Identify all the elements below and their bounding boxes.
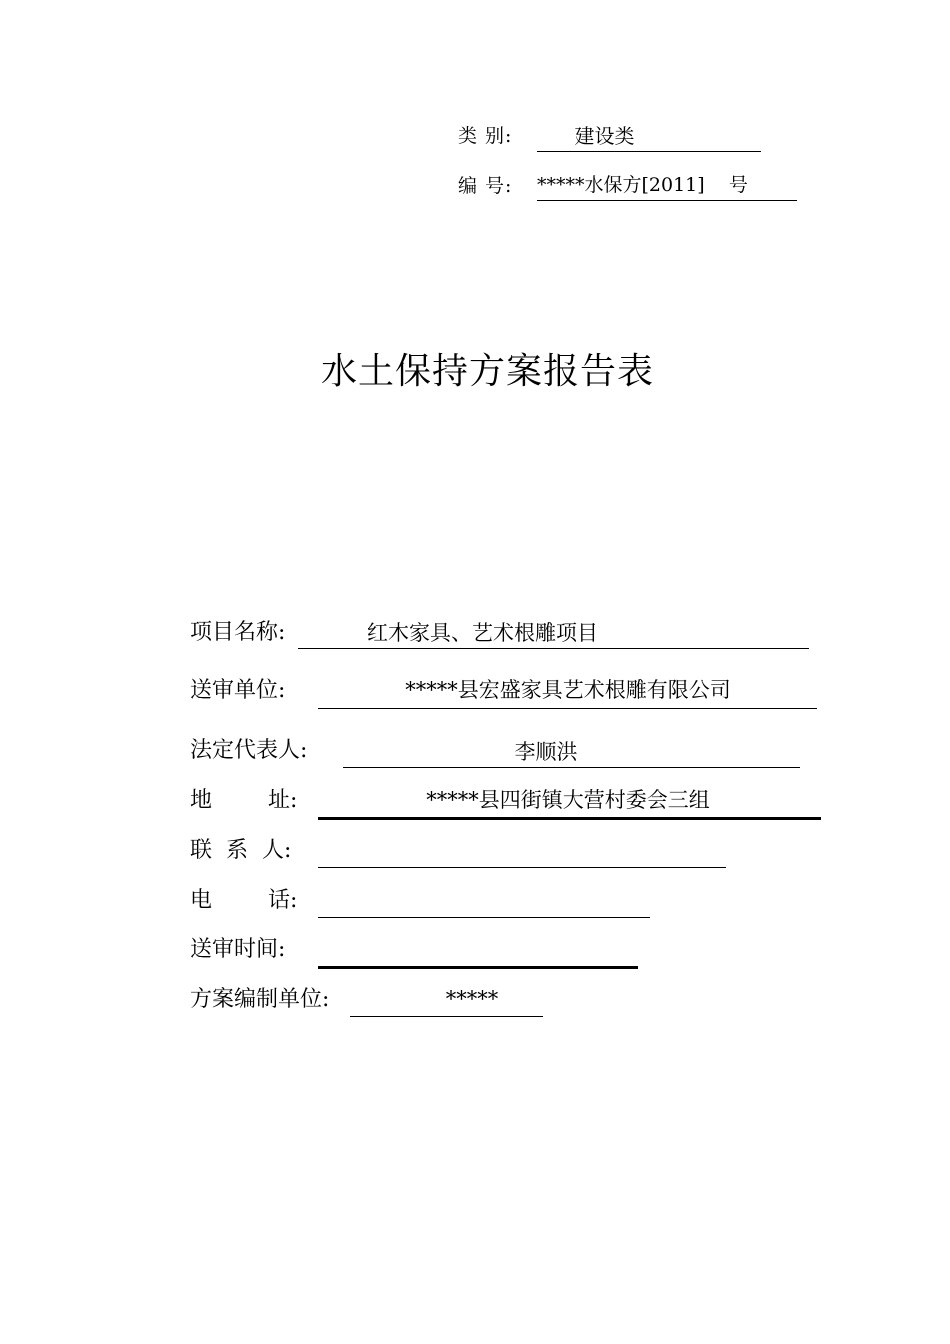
phone-underline [318, 917, 650, 918]
submit-time-underline [318, 966, 638, 969]
legal-rep-label: 法定代表人: [190, 738, 308, 763]
category-underline [537, 151, 761, 152]
compiler-value: ***** [445, 987, 499, 1011]
submitting-unit-underline [318, 708, 817, 709]
submit-time-label: 送审时间: [190, 937, 286, 962]
address-value: *****县四街镇大营村委会三组 [426, 788, 710, 812]
project-name-label: 项目名称: [190, 620, 286, 645]
number-value: *****水保方[2011] 号 [537, 174, 748, 196]
contact-underline [318, 867, 726, 868]
compiler-underline [350, 1016, 543, 1017]
number-label: 编 号: [458, 175, 513, 197]
submitting-unit-value: *****县宏盛家具艺术根雕有限公司 [405, 678, 731, 702]
legal-rep-underline [343, 767, 800, 768]
legal-rep-value: 李顺洪 [514, 740, 578, 764]
project-name-underline [298, 648, 809, 649]
category-label: 类 别: [458, 125, 513, 147]
address-underline [318, 817, 821, 820]
submitting-unit-label: 送审单位: [190, 678, 286, 703]
contact-label: 联 系 人: [190, 838, 292, 863]
compiler-label: 方案编制单位: [190, 987, 330, 1012]
project-name-value: 红木家具、艺术根雕项目 [367, 621, 598, 645]
category-value: 建设类 [574, 124, 635, 148]
address-label: 地 址: [190, 788, 298, 813]
phone-label: 电 话: [190, 888, 298, 913]
page-title: 水土保持方案报告表 [320, 351, 654, 392]
number-underline [537, 200, 797, 201]
